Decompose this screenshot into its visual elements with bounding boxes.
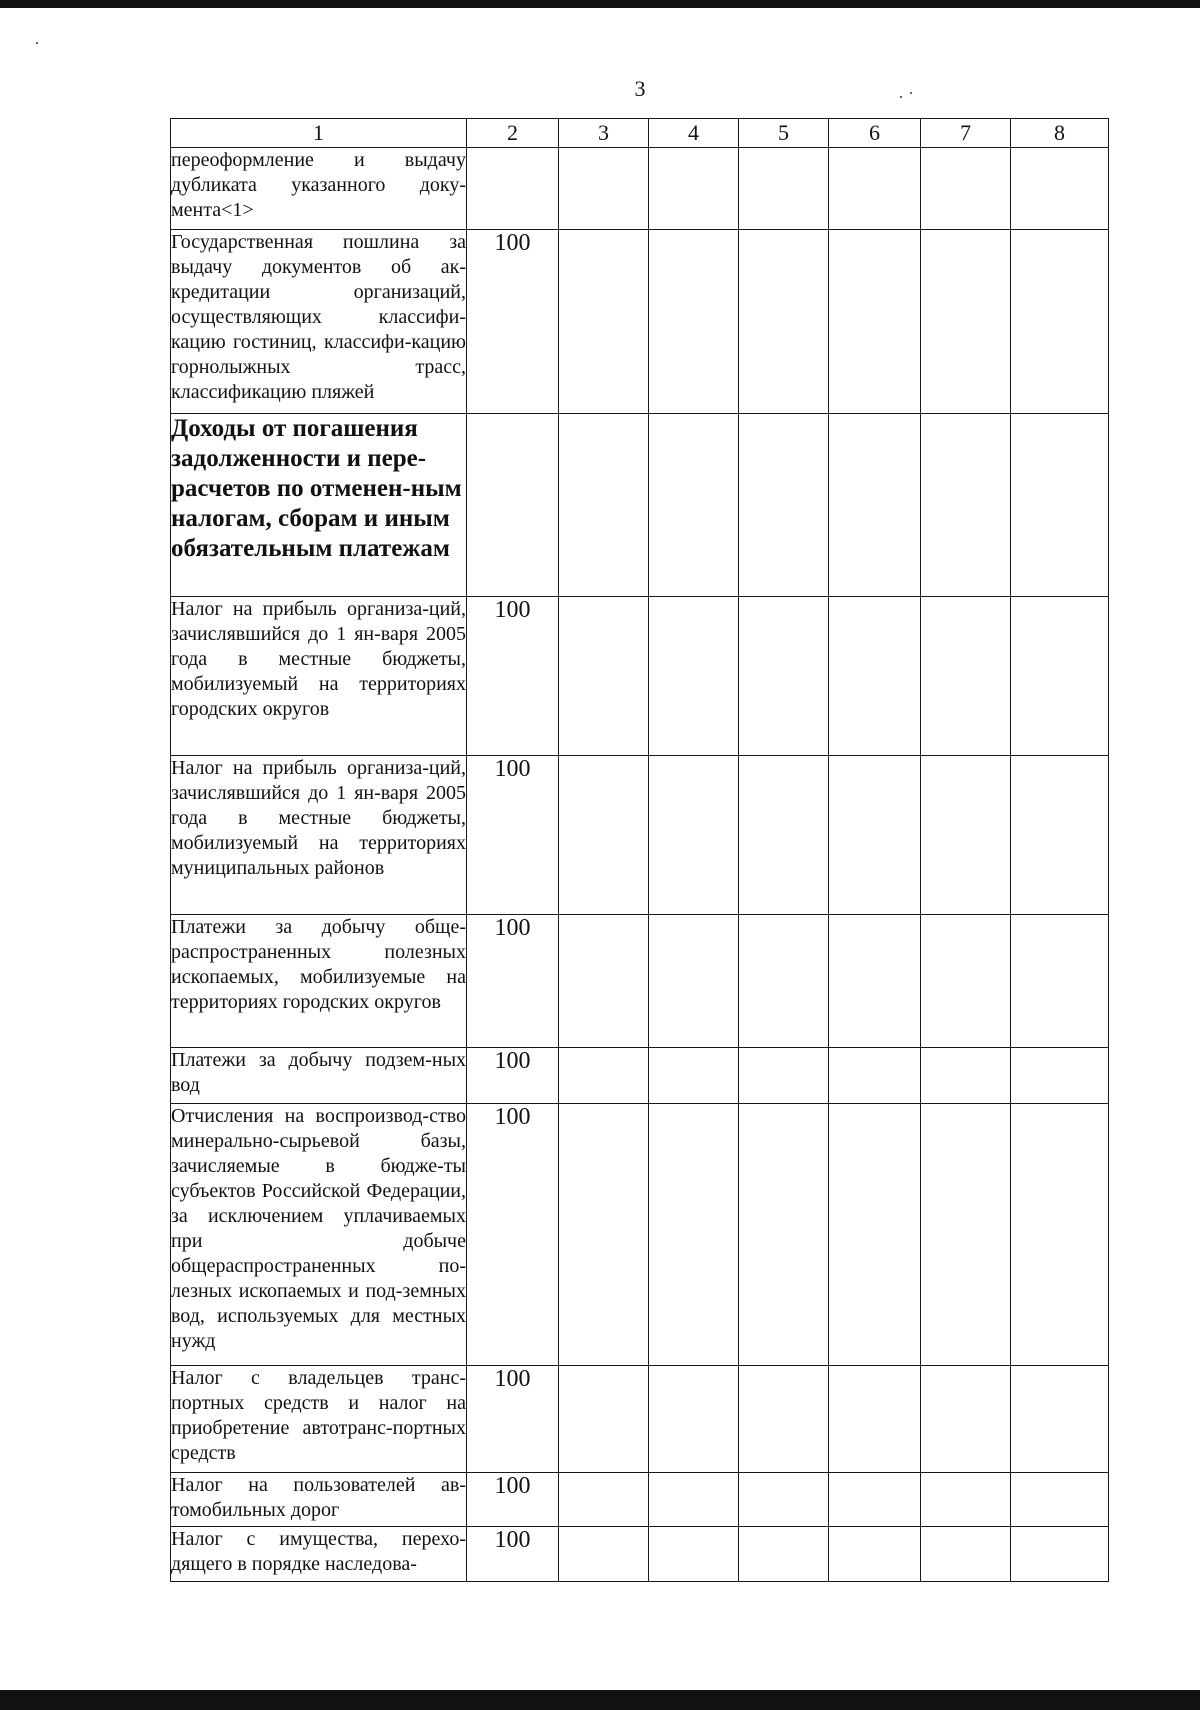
empty-cell — [649, 1048, 739, 1104]
table-row — [171, 915, 1109, 1048]
empty-cell — [829, 1048, 921, 1104]
empty-cell — [829, 1473, 921, 1527]
section-heading-cell: Доходы от погашения задолженности и пере-расчетов по отменен-ным налогам, сборам и иным обязательным платежам — [171, 414, 467, 597]
empty-cell — [739, 756, 829, 915]
column-header: 7 — [921, 119, 1011, 148]
empty-cell — [829, 1366, 921, 1473]
empty-cell — [1011, 1104, 1109, 1366]
empty-cell — [1011, 915, 1109, 1048]
empty-cell — [559, 1048, 649, 1104]
empty-cell — [1011, 756, 1109, 915]
empty-cell — [559, 915, 649, 1048]
table-row — [171, 756, 1109, 915]
column-header: 4 — [649, 119, 739, 148]
table-row — [171, 597, 1109, 756]
empty-cell — [829, 756, 921, 915]
empty-cell — [649, 597, 739, 756]
scan-speck — [910, 92, 912, 94]
empty-cell — [1011, 1527, 1109, 1582]
empty-cell — [559, 1104, 649, 1366]
empty-cell — [1011, 1366, 1109, 1473]
empty-cell — [921, 148, 1011, 230]
column-header: 1 — [171, 119, 467, 148]
empty-cell — [829, 230, 921, 414]
empty-cell — [559, 1366, 649, 1473]
empty-cell — [649, 1104, 739, 1366]
scan-speck — [900, 96, 902, 98]
percent-cell: 100 — [467, 1473, 559, 1527]
empty-cell — [649, 915, 739, 1048]
empty-cell — [559, 230, 649, 414]
revenue-name-cell: Налог на прибыль организа-ций, зачислявшийся до 1 ян-варя 2005 года в местные бюджеты, мобилизуемый на территориях муниципальных районов — [171, 756, 467, 915]
empty-cell — [739, 597, 829, 756]
revenue-name-cell: Отчисления на воспроизвод-ство минерально-сырьевой базы, зачисляемые в бюдже-ты субъектов Российской Федерации, за исключением уплачиваемых при добыче общераспространенных по-лезных ископаемых и под-земных вод, используемых для местных нужд — [171, 1104, 467, 1366]
table-row — [171, 1527, 1109, 1582]
empty-cell — [649, 1366, 739, 1473]
table-row — [171, 1366, 1109, 1473]
empty-cell — [1011, 1473, 1109, 1527]
empty-cell — [649, 756, 739, 915]
table-row — [171, 414, 1109, 597]
column-header: 6 — [829, 119, 921, 148]
empty-cell — [921, 414, 1011, 597]
percent-cell — [467, 148, 559, 230]
percent-cell: 100 — [467, 1366, 559, 1473]
empty-cell — [739, 1527, 829, 1582]
percent-cell: 100 — [467, 1104, 559, 1366]
revenue-name-cell: переоформление и выдачу дубликата указанного доку-мента<1> — [171, 148, 467, 230]
empty-cell — [649, 414, 739, 597]
column-header: 3 — [559, 119, 649, 148]
percent-cell: 100 — [467, 1048, 559, 1104]
empty-cell — [559, 756, 649, 915]
empty-cell — [921, 1473, 1011, 1527]
empty-cell — [921, 1366, 1011, 1473]
empty-cell — [1011, 597, 1109, 756]
empty-cell — [649, 230, 739, 414]
revenue-name-cell: Государственная пошлина за выдачу документов об ак-кредитации организаций, осуществляющих классифи-кацию гостиниц, классифи-кацию горнолыжных трасс, классификацию пляжей — [171, 230, 467, 414]
empty-cell — [559, 1473, 649, 1527]
percent-cell — [467, 414, 559, 597]
revenue-name-cell: Налог на пользователей ав-томобильных дорог — [171, 1473, 467, 1527]
percent-cell: 100 — [467, 230, 559, 414]
revenue-distribution-table — [170, 118, 1109, 1582]
empty-cell — [1011, 1048, 1109, 1104]
revenue-name-cell: Платежи за добычу обще-распространенных полезных ископаемых, мобилизуемые на территориях городских округов — [171, 915, 467, 1048]
revenue-name-cell: Платежи за добычу подзем-ных вод — [171, 1048, 467, 1104]
empty-cell — [921, 756, 1011, 915]
revenue-name-cell: Налог с владельцев транс-портных средств и налог на приобретение автотранс-портных средств — [171, 1366, 467, 1473]
empty-cell — [559, 148, 649, 230]
scan-bottom-edge — [0, 1690, 1200, 1710]
percent-cell: 100 — [467, 1527, 559, 1582]
column-header: 5 — [739, 119, 829, 148]
empty-cell — [829, 1104, 921, 1366]
column-header: 8 — [1011, 119, 1109, 148]
percent-cell: 100 — [467, 756, 559, 915]
empty-cell — [739, 230, 829, 414]
table-row — [171, 148, 1109, 230]
table-row — [171, 1473, 1109, 1527]
empty-cell — [649, 1527, 739, 1582]
empty-cell — [829, 1527, 921, 1582]
empty-cell — [739, 414, 829, 597]
empty-cell — [921, 915, 1011, 1048]
empty-cell — [829, 915, 921, 1048]
empty-cell — [739, 1473, 829, 1527]
empty-cell — [559, 597, 649, 756]
empty-cell — [649, 148, 739, 230]
empty-cell — [829, 597, 921, 756]
empty-cell — [739, 1104, 829, 1366]
table-row — [171, 230, 1109, 414]
empty-cell — [1011, 414, 1109, 597]
column-number-row — [171, 119, 1109, 148]
revenue-name-cell: Налог с имущества, перехо-дящего в порядке наследова- — [171, 1527, 467, 1582]
empty-cell — [829, 148, 921, 230]
empty-cell — [649, 1473, 739, 1527]
column-header: 2 — [467, 119, 559, 148]
percent-cell: 100 — [467, 597, 559, 756]
table-row — [171, 1104, 1109, 1366]
empty-cell — [739, 148, 829, 230]
empty-cell — [559, 1527, 649, 1582]
empty-cell — [739, 915, 829, 1048]
revenue-name-cell: Налог на прибыль организа-ций, зачислявшийся до 1 ян-варя 2005 года в местные бюджеты, мобилизуемый на территориях городских округов — [171, 597, 467, 756]
empty-cell — [921, 1048, 1011, 1104]
page-number: 3 — [634, 76, 646, 101]
scan-speck — [36, 42, 38, 44]
empty-cell — [829, 414, 921, 597]
table-row — [171, 1048, 1109, 1104]
empty-cell — [921, 1104, 1011, 1366]
empty-cell — [921, 230, 1011, 414]
percent-cell: 100 — [467, 915, 559, 1048]
scan-top-edge — [0, 0, 1200, 8]
empty-cell — [1011, 148, 1109, 230]
empty-cell — [1011, 230, 1109, 414]
empty-cell — [739, 1048, 829, 1104]
empty-cell — [921, 1527, 1011, 1582]
empty-cell — [921, 597, 1011, 756]
empty-cell — [559, 414, 649, 597]
empty-cell — [739, 1366, 829, 1473]
